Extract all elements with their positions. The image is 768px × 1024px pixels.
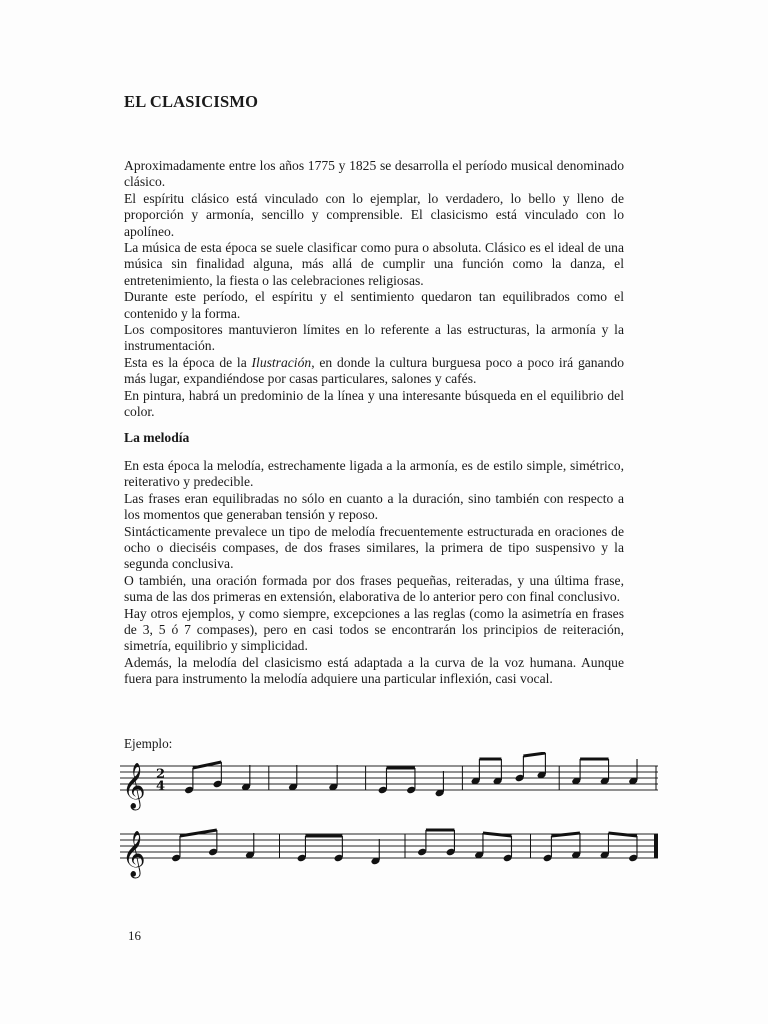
page-title: EL CLASICISMO [124,92,259,111]
paragraph: El espíritu clásico está vinculado con lo ejemplar, lo verdadero, lo bello y lleno de proporción y armonía, sencillo y comprensible. El clasicismo está vinculado con lo apolíneo. [124,190,624,239]
paragraph: Aproximadamente entre los años 1775 y 1825 se desarrolla el período musical denominado clásico. [124,158,624,190]
page-number: 16 [128,928,141,943]
time-signature-bottom: 4 [156,779,166,794]
staff-svg [120,820,660,880]
paragraph: En esta época la melodía, estrechamente ligada a la armonía, es de estilo simple, simétrico, reiterativo y predecible. [124,458,624,490]
paragraph-ilustracion [124,355,624,388]
paragraph: O también, una oración formada por dos frases pequeñas, reiteradas, y una última frase, suma de las dos primeras en extensión, elaborativa de lo anterior pero con final conclusivo. [124,572,624,605]
paragraph: La música de esta época se suele clasificar como pura o absoluta. Clásico es el ideal de una música sin finalidad alguna, más allá de cumplir una función como la danza, el entretenimiento, la fiesta o las celebraciones religiosas. [124,240,624,288]
italic-term: Ilustración [251,354,312,370]
note-beam [551,833,580,836]
intro-section [124,158,624,421]
time-signature-top: 2 [156,767,166,782]
paragraph: En pintura, habrá un predominio de la línea y una interesante búsqueda en el equilibrio del color. [124,387,624,420]
note-beam [608,833,637,836]
paragraph: Durante este período, el espíritu y el sentimiento quedaron tan equilibrados como el contenido y la forma. [124,289,624,321]
paragraph: Los compositores mantuvieron límites en lo referente a las estructuras, la armonía y la instrumentación. [124,322,624,354]
paragraph-text: Esta es la época de la [124,354,252,370]
paragraph: Hay otros ejemplos, y como siempre, excepciones a las reglas (como la asimetría en frases de 3, 5 ó 7 compases), pero en casi todos se encontrarán los principios de reiteración, simetría, equilibrio y simplicidad. [124,605,624,654]
paragraph: Además, la melodía del clasicismo está adaptada a la curva de la voz humana. Aunque fuera para instrumento la melodía adquiere una particular inflexión, casi vocal. [124,654,624,687]
paragraph: Sintácticamente prevalece un tipo de melodía frecuentemente estructurada en oraciones de ocho o dieciséis compases, de dos frases similares, la primera de tipo suspensivo y la segunda conclusiva. [124,523,624,572]
paragraph-text: , en donde la cultura burguesa poco a poco irá ganando más lugar, expandiéndose por casas particulares, salones y cafés. [124,354,625,387]
treble-clef-icon: 𝄞 [122,831,146,877]
final-bar-line [654,834,658,858]
example-label: Ejemplo: [124,736,173,751]
note-beam [483,833,512,836]
section-heading: La melodía [124,430,190,445]
music-staff-2 [120,820,660,880]
note-beam [193,762,221,768]
note-beam [523,753,545,756]
music-staff-1 [120,752,660,812]
paragraph: Las frases eran equilibradas no sólo en cuanto a la duración, sino también con respecto a los momentos que generaban tensión y reposo. [124,490,624,523]
note-beam [180,830,217,836]
treble-clef-icon: 𝄞 [122,763,146,809]
staff-svg [120,752,660,812]
melodia-section [124,458,624,688]
